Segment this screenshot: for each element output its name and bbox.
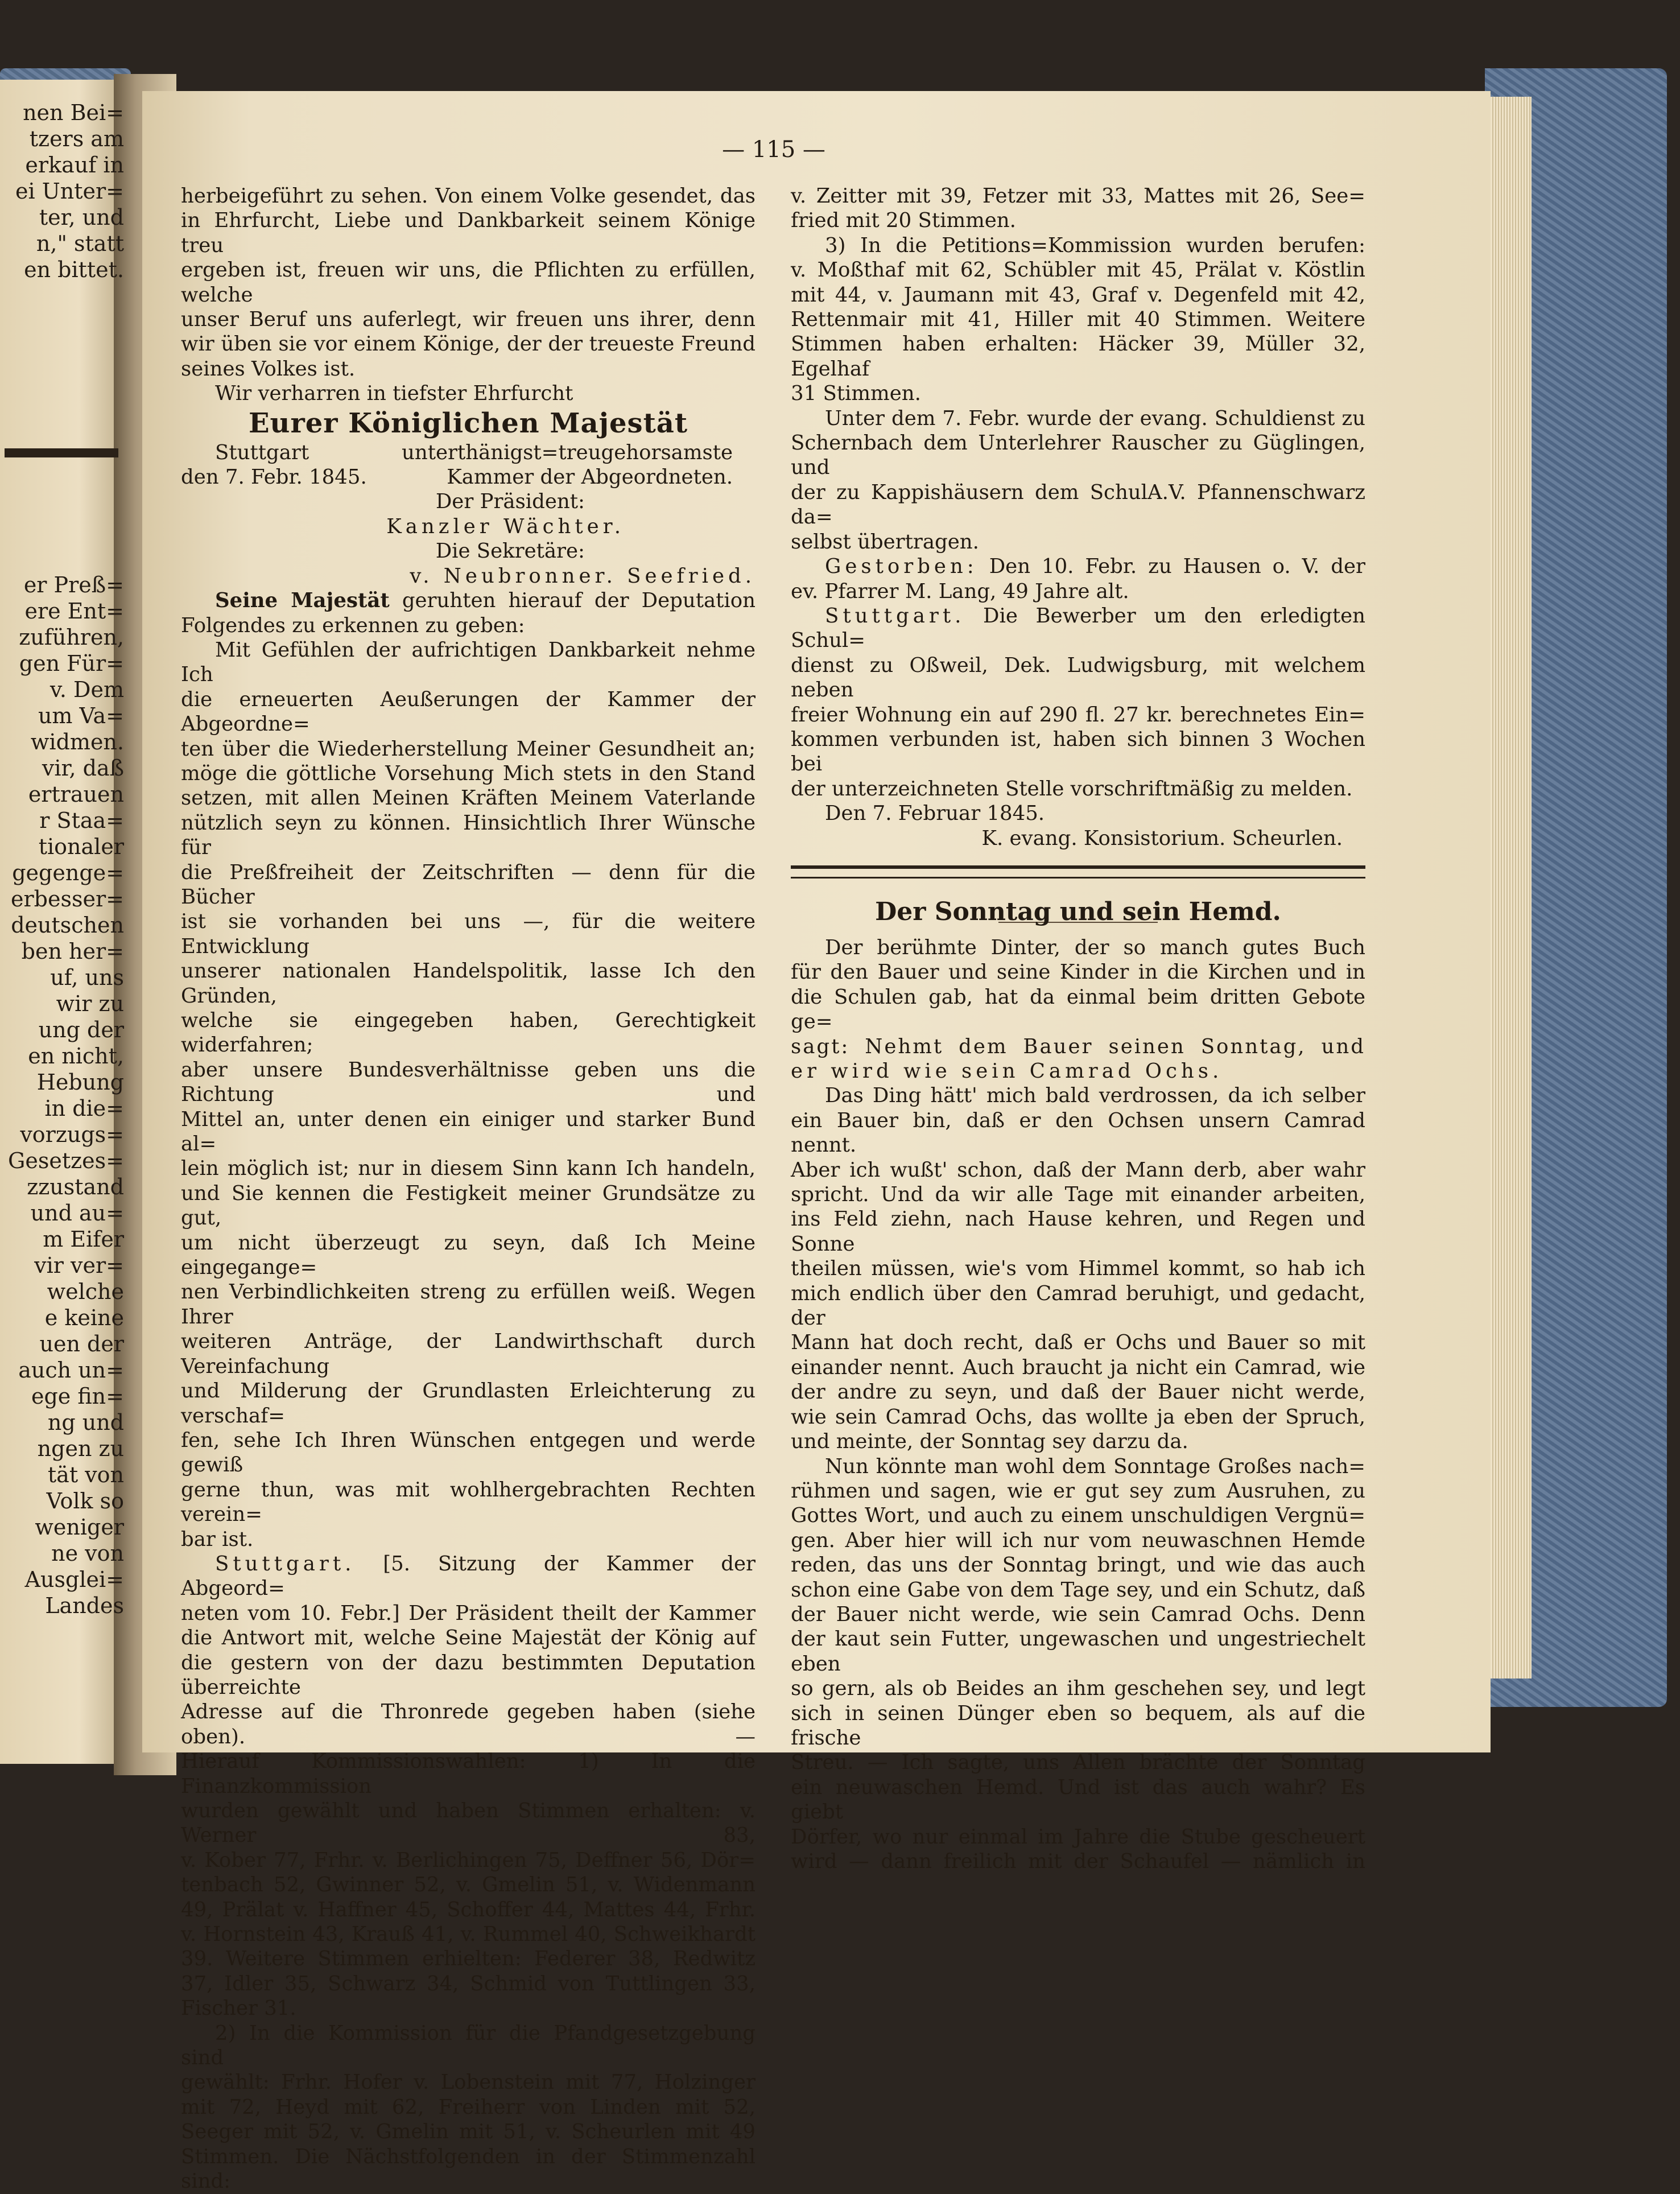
signature-line: K. evang. Konsistorium. Scheurlen.: [981, 826, 1343, 850]
text-line: mit 44, v. Jaumann mit 43, Graf v. Degenfeld mit 42,: [791, 283, 1365, 307]
text-line: bar ist.: [181, 1527, 254, 1551]
text-line: wurden gewählt und haben Stimmen erhalten: v. Werner 83,: [181, 1799, 756, 1847]
fragment-line: ne von: [51, 1541, 124, 1566]
lead-spaced: Gestorben:: [825, 555, 978, 579]
text-line: dienst zu Oßweil, Dek. Ludwigsburg, mit welchem neben: [791, 653, 1365, 702]
text-line: der Bauer nicht werde, wie sein Camrad Ochs. Denn: [791, 1602, 1365, 1626]
text-line: kommen verbunden ist, haben sich binnen 3 Wochen bei: [791, 727, 1365, 776]
text-line: die Antwort mit, welche Seine Majestät der König auf: [181, 1626, 756, 1650]
lead-bold: Seine Majestät: [215, 589, 390, 613]
fragment-line: erbesser=: [11, 886, 124, 912]
fragment-line: ter, und: [39, 205, 124, 230]
text-line: 49, Prälat v. Haffner 45, Schoffer 44, Mattes 44, Frhr.: [181, 1898, 756, 1921]
text-line: ergeben ist, freuen wir uns, die Pflichten zu erfüllen, welche: [181, 258, 756, 307]
fragment-line: ertrauen: [28, 782, 124, 807]
signature-name: Kanzler Wächter.: [386, 514, 625, 538]
fragment-rule: [5, 448, 118, 457]
sign-body: Kammer der Abgeordneten.: [447, 465, 733, 489]
text-line: ten über die Wiederherstellung Meiner Gesundheit an;: [181, 737, 756, 761]
text-line: der kaut sein Futter, ungewaschen und ungestriechelt eben: [791, 1627, 1365, 1676]
text-line: Stimmen haben erhalten: Häcker 39, Müller 32, Egelhaf: [791, 332, 1365, 381]
text-line: herbeigeführt zu sehen. Von einem Volke gesendet, das: [181, 184, 756, 208]
text-line: Adresse auf die Thronrede gegeben haben (siehe oben). —: [181, 1700, 756, 1748]
text-line: Den 7. Februar 1845.: [825, 802, 1045, 826]
text-line: reden, das uns der Sonntag bringt, und wie das auch: [791, 1553, 1365, 1577]
text-line: der andre zu seyn, und daß der Bauer nicht werde,: [791, 1380, 1365, 1404]
fragment-line: uen der: [39, 1331, 124, 1356]
fragment-line: r Staa=: [39, 808, 124, 833]
sign-closing: unterthänigst=treugehorsamste: [401, 440, 733, 464]
text-line: wir üben sie vor einem Könige, der der treueste Freund: [181, 332, 756, 356]
text-line: gerne thun, was mit wohlhergebrachten Rechten verein=: [181, 1478, 756, 1527]
text-line: die Schulen gab, hat da einmal beim dritten Gebote ge=: [791, 985, 1365, 1034]
text-line: seines Volkes ist.: [181, 357, 356, 381]
text-line: Schernbach dem Unterlehrer Rauscher zu Güglingen, und: [791, 431, 1365, 480]
text-line: Aber ich wußt' schon, daß der Mann derb, aber wahr: [791, 1158, 1365, 1182]
text-line: setzen, mit allen Meinen Kräften Meinem Vaterlande: [181, 786, 756, 810]
fragment-line: Hebung: [36, 1070, 124, 1095]
text-line: so gern, als ob Beides an ihm geschehen sey, und legt: [791, 1677, 1365, 1701]
text-line: ist sie vorhanden bei uns —, für die weitere Entwicklung: [181, 910, 756, 958]
text-line: unser Beruf uns auferlegt, wir freuen uns ihrer, denn: [181, 308, 756, 332]
text-line: ins Feld ziehn, nach Hause kehren, und Regen und Sonne: [791, 1207, 1365, 1256]
text-line: wird — dann freilich mit der Schaufel — nämlich in: [791, 1850, 1365, 1873]
lead-spaced: Stuttgart.: [215, 1552, 356, 1576]
section-rule: [791, 865, 1365, 879]
line-text: Die Bewerber um den erledigten Schul=: [791, 604, 1365, 653]
fragment-line: ege fin=: [31, 1384, 124, 1409]
fragment-line: erkauf in: [25, 152, 124, 178]
fragment-line: Ausglei=: [24, 1567, 124, 1592]
text-line: Dörfer, wo nur einmal im Jahre die Stube gescheuert: [791, 1825, 1365, 1849]
text-line: [181, 588, 756, 613]
text-line: und Sie kennen die Festigkeit meiner Grundsätze zu gut,: [181, 1181, 756, 1230]
fragment-line: ng und: [47, 1410, 124, 1435]
text-line: ein neuwaschen Hemd. Und ist das auch wahr? Es giebt: [791, 1775, 1365, 1824]
fragment-line: gegenge=: [12, 860, 124, 885]
signature-title: Der Präsident:: [435, 490, 585, 514]
text-line: ev. Pfarrer M. Lang, 49 Jahre alt.: [791, 579, 1129, 603]
text-line: v. Hornstein 43, Krauß 41, v. Rummel 40, Schweikhardt: [181, 1923, 756, 1946]
text-line: 31 Stimmen.: [791, 382, 921, 406]
text-line: Streu. — Ich sagte, uns Allen brächte der Sonntag: [791, 1751, 1365, 1775]
text-line: mit 72, Heyd mit 62, Freiherr von Linden mit 52,: [181, 2095, 756, 2119]
text-line: mich endlich über den Camrad beruhigt, und gedacht, der: [791, 1281, 1365, 1330]
text-line: theilen müssen, wie's vom Himmel kommt, so hab ich: [791, 1257, 1365, 1281]
text-line: um nicht überzeugt zu seyn, daß Ich Meine eingegange=: [181, 1231, 756, 1280]
text-line: lein möglich ist; nur in diesem Sinn kann Ich handeln,: [181, 1157, 756, 1181]
text-line: Hierauf Kommissionswahlen: 1) In die Finanzkommission: [181, 1750, 756, 1798]
text-line: aber unsere Bundesverhältnisse geben uns die Richtung und: [181, 1058, 756, 1107]
text-line: gewählt: Frhr. Hofer v. Lobenstein mit 77, Holzinger: [181, 2071, 756, 2094]
fragment-line: wir zu: [56, 991, 124, 1016]
text-line: Das Ding hätt' mich bald verdrossen, da ich selber: [825, 1084, 1365, 1108]
text-line: nützlich seyn zu können. Hinsichtlich Ihrer Wünsche für: [181, 811, 756, 860]
text-line: freier Wohnung ein auf 290 fl. 27 kr. berechnetes Ein=: [791, 703, 1365, 727]
fragment-line: nen Bei=: [23, 100, 124, 125]
fragment-line: uf, uns: [50, 965, 124, 990]
text-line: unserer nationalen Handelspolitik, lasse Ich den Gründen,: [181, 959, 756, 1008]
fragment-line: weniger: [35, 1515, 124, 1540]
text-line: Rettenmair mit 41, Hiller mit 40 Stimmen. Weitere: [791, 308, 1365, 332]
signature-name: v. Neubronner. Seefried.: [410, 564, 756, 588]
text-line: für den Bauer und seine Kinder in die Kirchen und in: [791, 960, 1365, 984]
left-column: [181, 184, 756, 2194]
page-number: — 115 —: [722, 137, 825, 163]
fragment-line: Gesetzes=: [8, 1148, 124, 1173]
text-line: und Milderung der Grundlasten Erleichterung zu verschaf=: [181, 1379, 756, 1428]
fragment-line: ben her=: [21, 939, 124, 964]
text-line: die Preßfreiheit der Zeitschriften — denn für die Bücher: [181, 860, 756, 909]
text-line: Wir verharren in tiefster Ehrfurcht: [215, 382, 573, 406]
text-line: v. Zeitter mit 39, Fetzer mit 33, Mattes mit 26, See=: [791, 184, 1365, 208]
text-line: selbst übertragen.: [791, 530, 979, 554]
left-margin-fragments-bottom: [0, 572, 130, 1619]
fragment-line: e keine: [44, 1305, 124, 1330]
fragment-line: ngen zu: [37, 1436, 124, 1461]
text-line: Nun könnte man wohl dem Sonntage Großes nach=: [825, 1454, 1365, 1478]
text-line: der unterzeichneten Stelle vorschriftmäßig zu melden.: [791, 777, 1353, 801]
text-line: Stimmen. Die Nächstfolgenden in der Stimmenzahl sind:: [181, 2144, 756, 2193]
fragment-line: gen Für=: [19, 651, 124, 676]
text-line: sagt: Nehmt dem Bauer seinen Sonntag, und: [791, 1034, 1365, 1058]
text-line: Seeger mit 52, v. Gmelin mit 51, v. Scheurlen mit 49: [181, 2120, 756, 2144]
text-line: und meinte, der Sonntag sey darzu da.: [791, 1430, 1188, 1454]
fragment-line: deutschen: [11, 913, 124, 938]
fragment-line: Volk so: [46, 1488, 124, 1513]
text-line: er wird wie sein Camrad Ochs.: [791, 1059, 1223, 1083]
fragment-line: ere Ent=: [24, 599, 124, 624]
text-line: der zu Kappishäusern dem SchulA.V. Pfannenschwarz da=: [791, 480, 1365, 529]
fragment-line: tät von: [47, 1462, 124, 1487]
text-line: Folgendes zu erkennen zu geben:: [181, 613, 525, 637]
fragment-line: vir ver=: [34, 1253, 124, 1278]
text-line: die erneuerten Aeußerungen der Kammer der Abgeordne=: [181, 687, 756, 736]
text-line: rühmen und sagen, wie er gut sey zum Ausruhen, zu: [791, 1479, 1365, 1503]
fragment-line: er Preß=: [23, 572, 124, 597]
fragment-line: en bittet.: [24, 257, 124, 282]
lead-spaced: Stuttgart.: [825, 604, 965, 628]
right-column: [791, 184, 1365, 1874]
fragment-line: auch un=: [18, 1358, 124, 1383]
fragment-line: ei Unter=: [15, 179, 124, 204]
fragment-line: en nicht,: [28, 1044, 124, 1069]
fragment-line: zuführen,: [19, 625, 124, 650]
text-line: 39. Weitere Stimmen erhielten: Federer 38, Redwitz: [181, 1947, 756, 1971]
line-text: [5. Sitzung der Kammer der Abgeord=: [181, 1552, 756, 1601]
text-line: fen, sehe Ich Ihren Wünschen entgegen und werde gewiß: [181, 1428, 756, 1477]
article-title: Der Sonntag und sein Hemd.: [875, 897, 1281, 926]
text-line: v. Kober 77, Frhr. v. Berlichingen 75, Deffner 56, Dör=: [181, 1848, 756, 1872]
fragment-line: tzers am: [29, 126, 124, 151]
fragment-line: m Eifer: [43, 1227, 124, 1252]
text-line: Mit Gefühlen der aufrichtigen Dankbarkeit nehme Ich: [181, 638, 756, 687]
text-line: schon eine Gabe von dem Tage sey, und ein Schutz, daß: [791, 1578, 1365, 1602]
text-line: die gestern von der dazu bestimmten Deputation überreichte: [181, 1651, 756, 1699]
sign-place: Stuttgart: [215, 440, 309, 464]
fragment-line: ung der: [38, 1017, 124, 1042]
fragment-line: und au=: [30, 1201, 124, 1226]
text-line: 2) In die Kommission für die Pfandgesetzgebung sind: [181, 2021, 756, 2070]
sign-row: [181, 465, 756, 489]
text-line: [181, 1552, 756, 1601]
text-line: neten vom 10. Febr.] Der Präsident theilt der Kammer: [181, 1601, 756, 1625]
text-line: in Ehrfurcht, Liebe und Dankbarkeit seinem Könige treu: [181, 209, 756, 257]
fragment-line: um Va=: [38, 703, 124, 728]
fragment-line: tionaler: [38, 834, 124, 859]
text-line: einander nennt. Auch braucht ja nicht ein Camrad, wie: [791, 1355, 1365, 1379]
text-line: nen Verbindlichkeiten streng zu erfüllen weiß. Wegen Ihrer: [181, 1280, 756, 1329]
text-line: Der berühmte Dinter, der so manch gutes Buch: [825, 935, 1365, 959]
text-line: [791, 604, 1365, 653]
text-line: Mann hat doch recht, daß er Ochs und Bauer so mit: [791, 1331, 1365, 1355]
text-line: Gottes Wort, und auch zu einem unschuldigen Vergnü=: [791, 1504, 1365, 1528]
text-line: Unter dem 7. Febr. wurde der evang. Schuldienst zu: [825, 406, 1365, 430]
text-line: v. Moßthaf mit 62, Schübler mit 45, Prälat v. Köstlin: [791, 258, 1365, 282]
text-line: Mittel an, unter denen ein einiger und starker Bund al=: [181, 1107, 756, 1156]
fragment-line: vir, daß: [42, 756, 124, 781]
fragment-line: n," statt: [36, 231, 124, 256]
sign-row: [181, 440, 756, 465]
text-line: wie sein Camrad Ochs, das wollte ja eben der Spruch,: [791, 1405, 1365, 1429]
address-heading: Eurer Königlichen Majestät: [248, 407, 688, 439]
fragment-line: v. Dem: [49, 677, 124, 702]
line-text: geruhten hierauf der Deputation: [402, 589, 756, 613]
text-line: [791, 554, 1365, 579]
text-line: welche sie eingegeben haben, Gerechtigkeit widerfahren;: [181, 1009, 756, 1057]
text-line: weiteren Anträge, der Landwirthschaft durch Vereinfachung: [181, 1330, 756, 1378]
text-line: möge die göttliche Vorsehung Mich stets in den Stand: [181, 761, 756, 785]
fragment-line: vorzugs=: [20, 1122, 124, 1147]
text-line: Fischer 31.: [181, 1997, 296, 2020]
fragment-line: zzustand: [27, 1174, 124, 1199]
line-text: Den 10. Febr. zu Hausen o. V. der: [989, 555, 1365, 579]
signature-title: Die Sekretäre:: [435, 539, 585, 563]
text-line: spricht. Und da wir alle Tage mit einander arbeiten,: [791, 1183, 1365, 1207]
fragment-line: welche: [47, 1279, 124, 1304]
text-line: sich in seinen Dünger eben so bequem, als auf die frische: [791, 1701, 1365, 1750]
fragment-line: widmen.: [30, 729, 124, 754]
text-line: ein Bauer bin, daß er den Ochsen unsern Camrad nennt.: [791, 1108, 1365, 1157]
text-line: 37, Idler 35, Schwarz 34, Schmid von Tuttlingen 33,: [181, 1972, 756, 1995]
fragment-line: Landes: [45, 1593, 124, 1618]
text-line: tenbach 52, Gwinner 52, v. Gmelin 51, v. Widenmann: [181, 1873, 756, 1897]
text-line: gen. Aber hier will ich nur vom neuwaschnen Hemde: [791, 1528, 1365, 1552]
text-line: 3) In die Petitions=Kommission wurden berufen:: [825, 233, 1365, 257]
left-margin-fragments-top: [0, 100, 130, 283]
fragment-line: in die=: [44, 1096, 124, 1121]
text-line: fried mit 20 Stimmen.: [791, 209, 1016, 233]
sign-date: den 7. Febr. 1845.: [181, 465, 367, 489]
